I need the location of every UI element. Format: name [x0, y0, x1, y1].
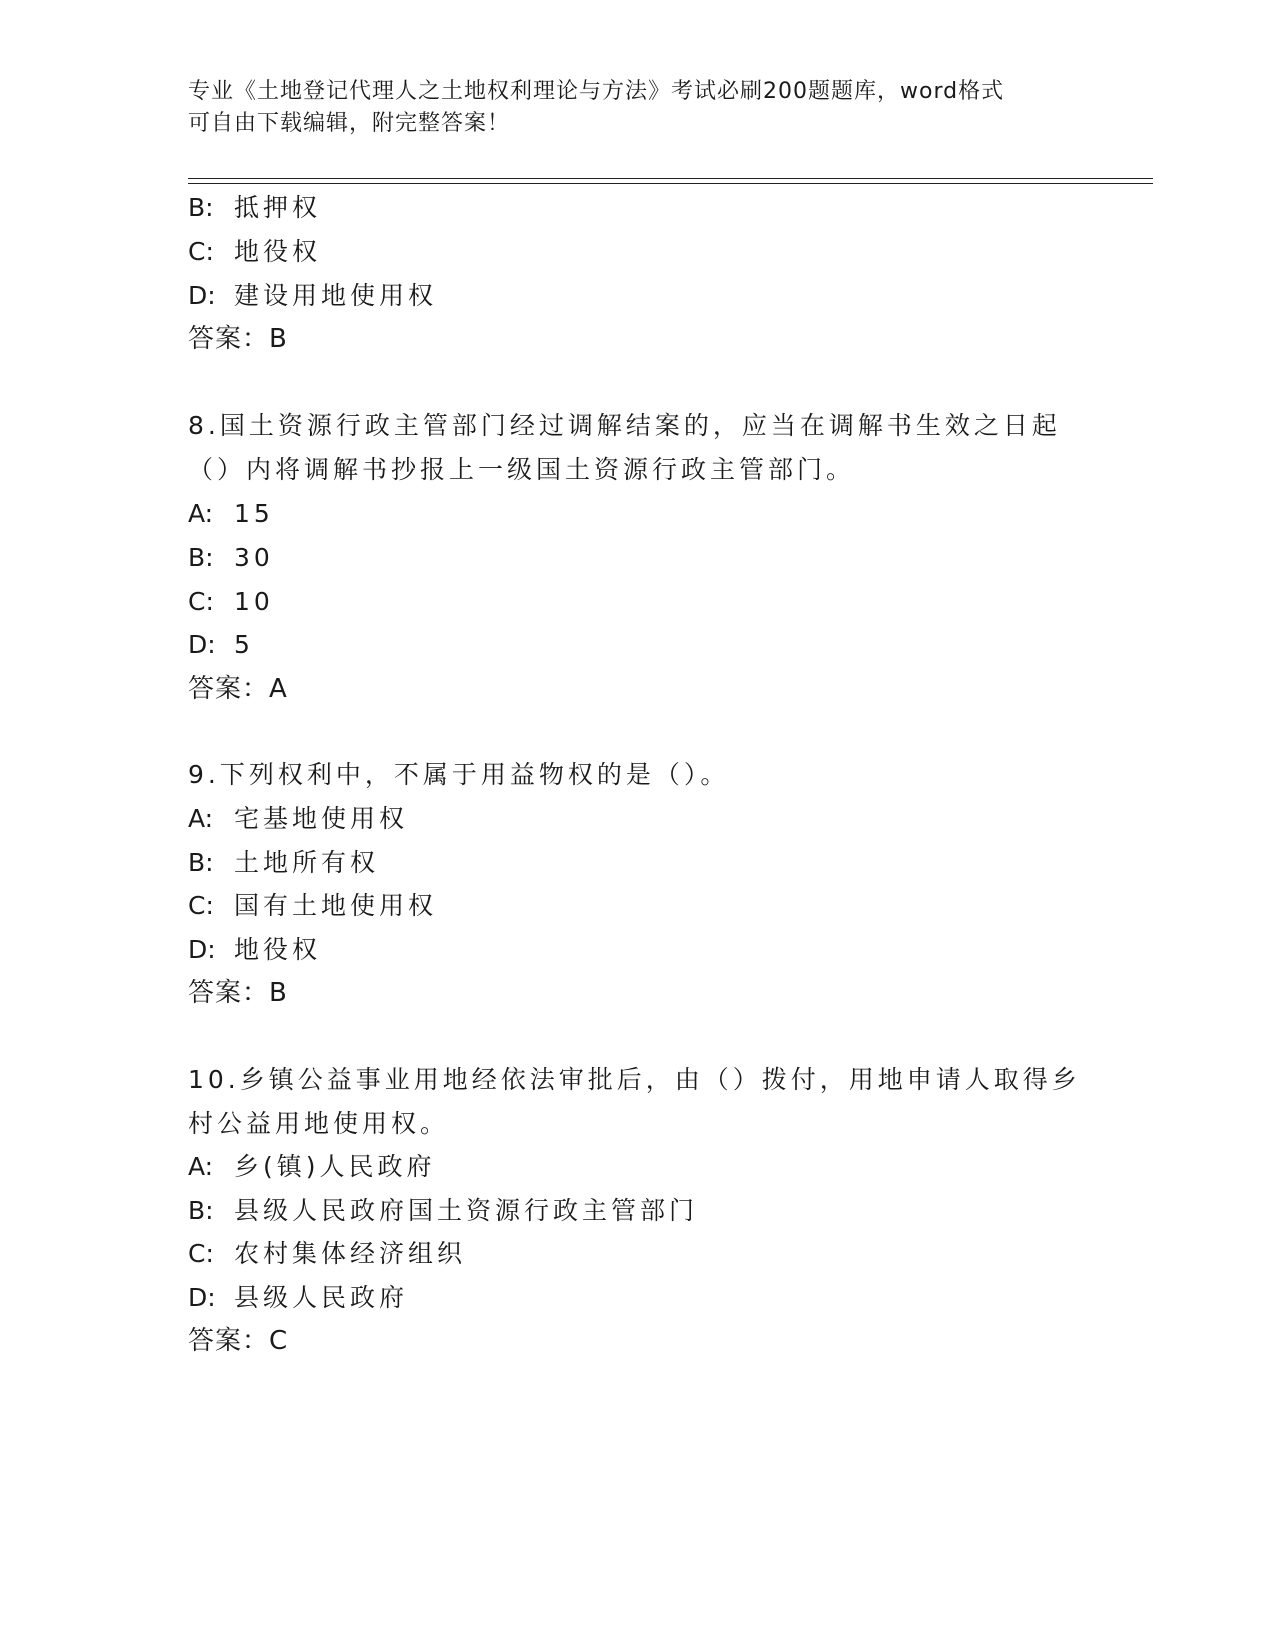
q9-option-d [188, 934, 321, 966]
prev-option-b [188, 192, 321, 224]
option-text: 国有土地使用权 [234, 891, 438, 920]
header-line-1: 专业《土地登记代理人之土地权利理论与方法》考试必刷200题题库，word格式 [188, 79, 1005, 104]
option-text: 15 [234, 499, 274, 528]
q9-option-b [188, 847, 379, 879]
q9-answer: 答案：B [188, 978, 288, 1008]
option-text: 宅基地使用权 [234, 804, 409, 833]
option-text: 地役权 [234, 935, 322, 964]
option-key: D: [188, 935, 216, 964]
q9-stem-line-1: 9.下列权利中，不属于用益物权的是（）。 [188, 760, 730, 789]
prev-option-c [188, 236, 321, 268]
q8-stem-line-1: 8.国土资源行政主管部门经过调解结案的，应当在调解书生效之日起 [188, 411, 1061, 440]
option-key: C: [188, 587, 214, 616]
option-text: 县级人民政府国土资源行政主管部门 [234, 1196, 699, 1225]
q10-answer: 答案：C [188, 1326, 289, 1356]
option-key: C: [188, 1239, 214, 1268]
q10-option-a [188, 1151, 436, 1183]
q8-option-b [188, 542, 274, 574]
option-text: 县级人民政府 [234, 1283, 409, 1312]
option-key: B: [188, 193, 214, 222]
q9-option-c [188, 890, 437, 922]
option-key: D: [188, 1283, 216, 1312]
option-text: 土地所有权 [234, 848, 380, 877]
q10-option-b [188, 1195, 698, 1227]
document-header [188, 76, 1088, 140]
option-text: 农村集体经济组织 [234, 1239, 467, 1268]
option-text: 地役权 [234, 237, 322, 266]
q8-option-c [188, 586, 274, 618]
option-key: C: [188, 237, 214, 266]
q8-answer: 答案：A [188, 674, 288, 704]
option-text: 抵押权 [234, 193, 322, 222]
option-text: 5 [234, 630, 254, 659]
option-key: A: [188, 804, 214, 833]
header-divider-bottom [188, 183, 1153, 184]
q10-option-d [188, 1282, 408, 1314]
q10-stem-line-1: 10.乡镇公益事业用地经依法审批后，由（）拨付，用地申请人取得乡 [188, 1065, 1081, 1094]
option-text: 建设用地使用权 [234, 281, 438, 310]
q8-option-a [188, 498, 274, 530]
q9-option-a [188, 803, 408, 835]
header-divider-top [188, 178, 1153, 179]
option-key: B: [188, 848, 214, 877]
option-key: A: [188, 1152, 214, 1181]
q8-stem-line-2: （）内将调解书抄报上一级国土资源行政主管部门。 [188, 455, 856, 484]
prev-answer: 答案：B [188, 324, 288, 354]
header-line-2: 可自由下载编辑，附完整答案！ [188, 111, 511, 136]
option-text: 乡(镇)人民政府 [234, 1152, 436, 1181]
prev-option-d [188, 280, 437, 312]
option-text: 10 [234, 587, 274, 616]
option-key: C: [188, 891, 214, 920]
q10-stem-line-2: 村公益用地使用权。 [188, 1109, 450, 1138]
q8-option-d [188, 629, 254, 661]
option-key: B: [188, 543, 214, 572]
option-key: A: [188, 499, 214, 528]
option-key: D: [188, 630, 216, 659]
option-text: 30 [234, 543, 274, 572]
option-key: B: [188, 1196, 214, 1225]
q10-option-c [188, 1238, 466, 1270]
option-key: D: [188, 281, 216, 310]
